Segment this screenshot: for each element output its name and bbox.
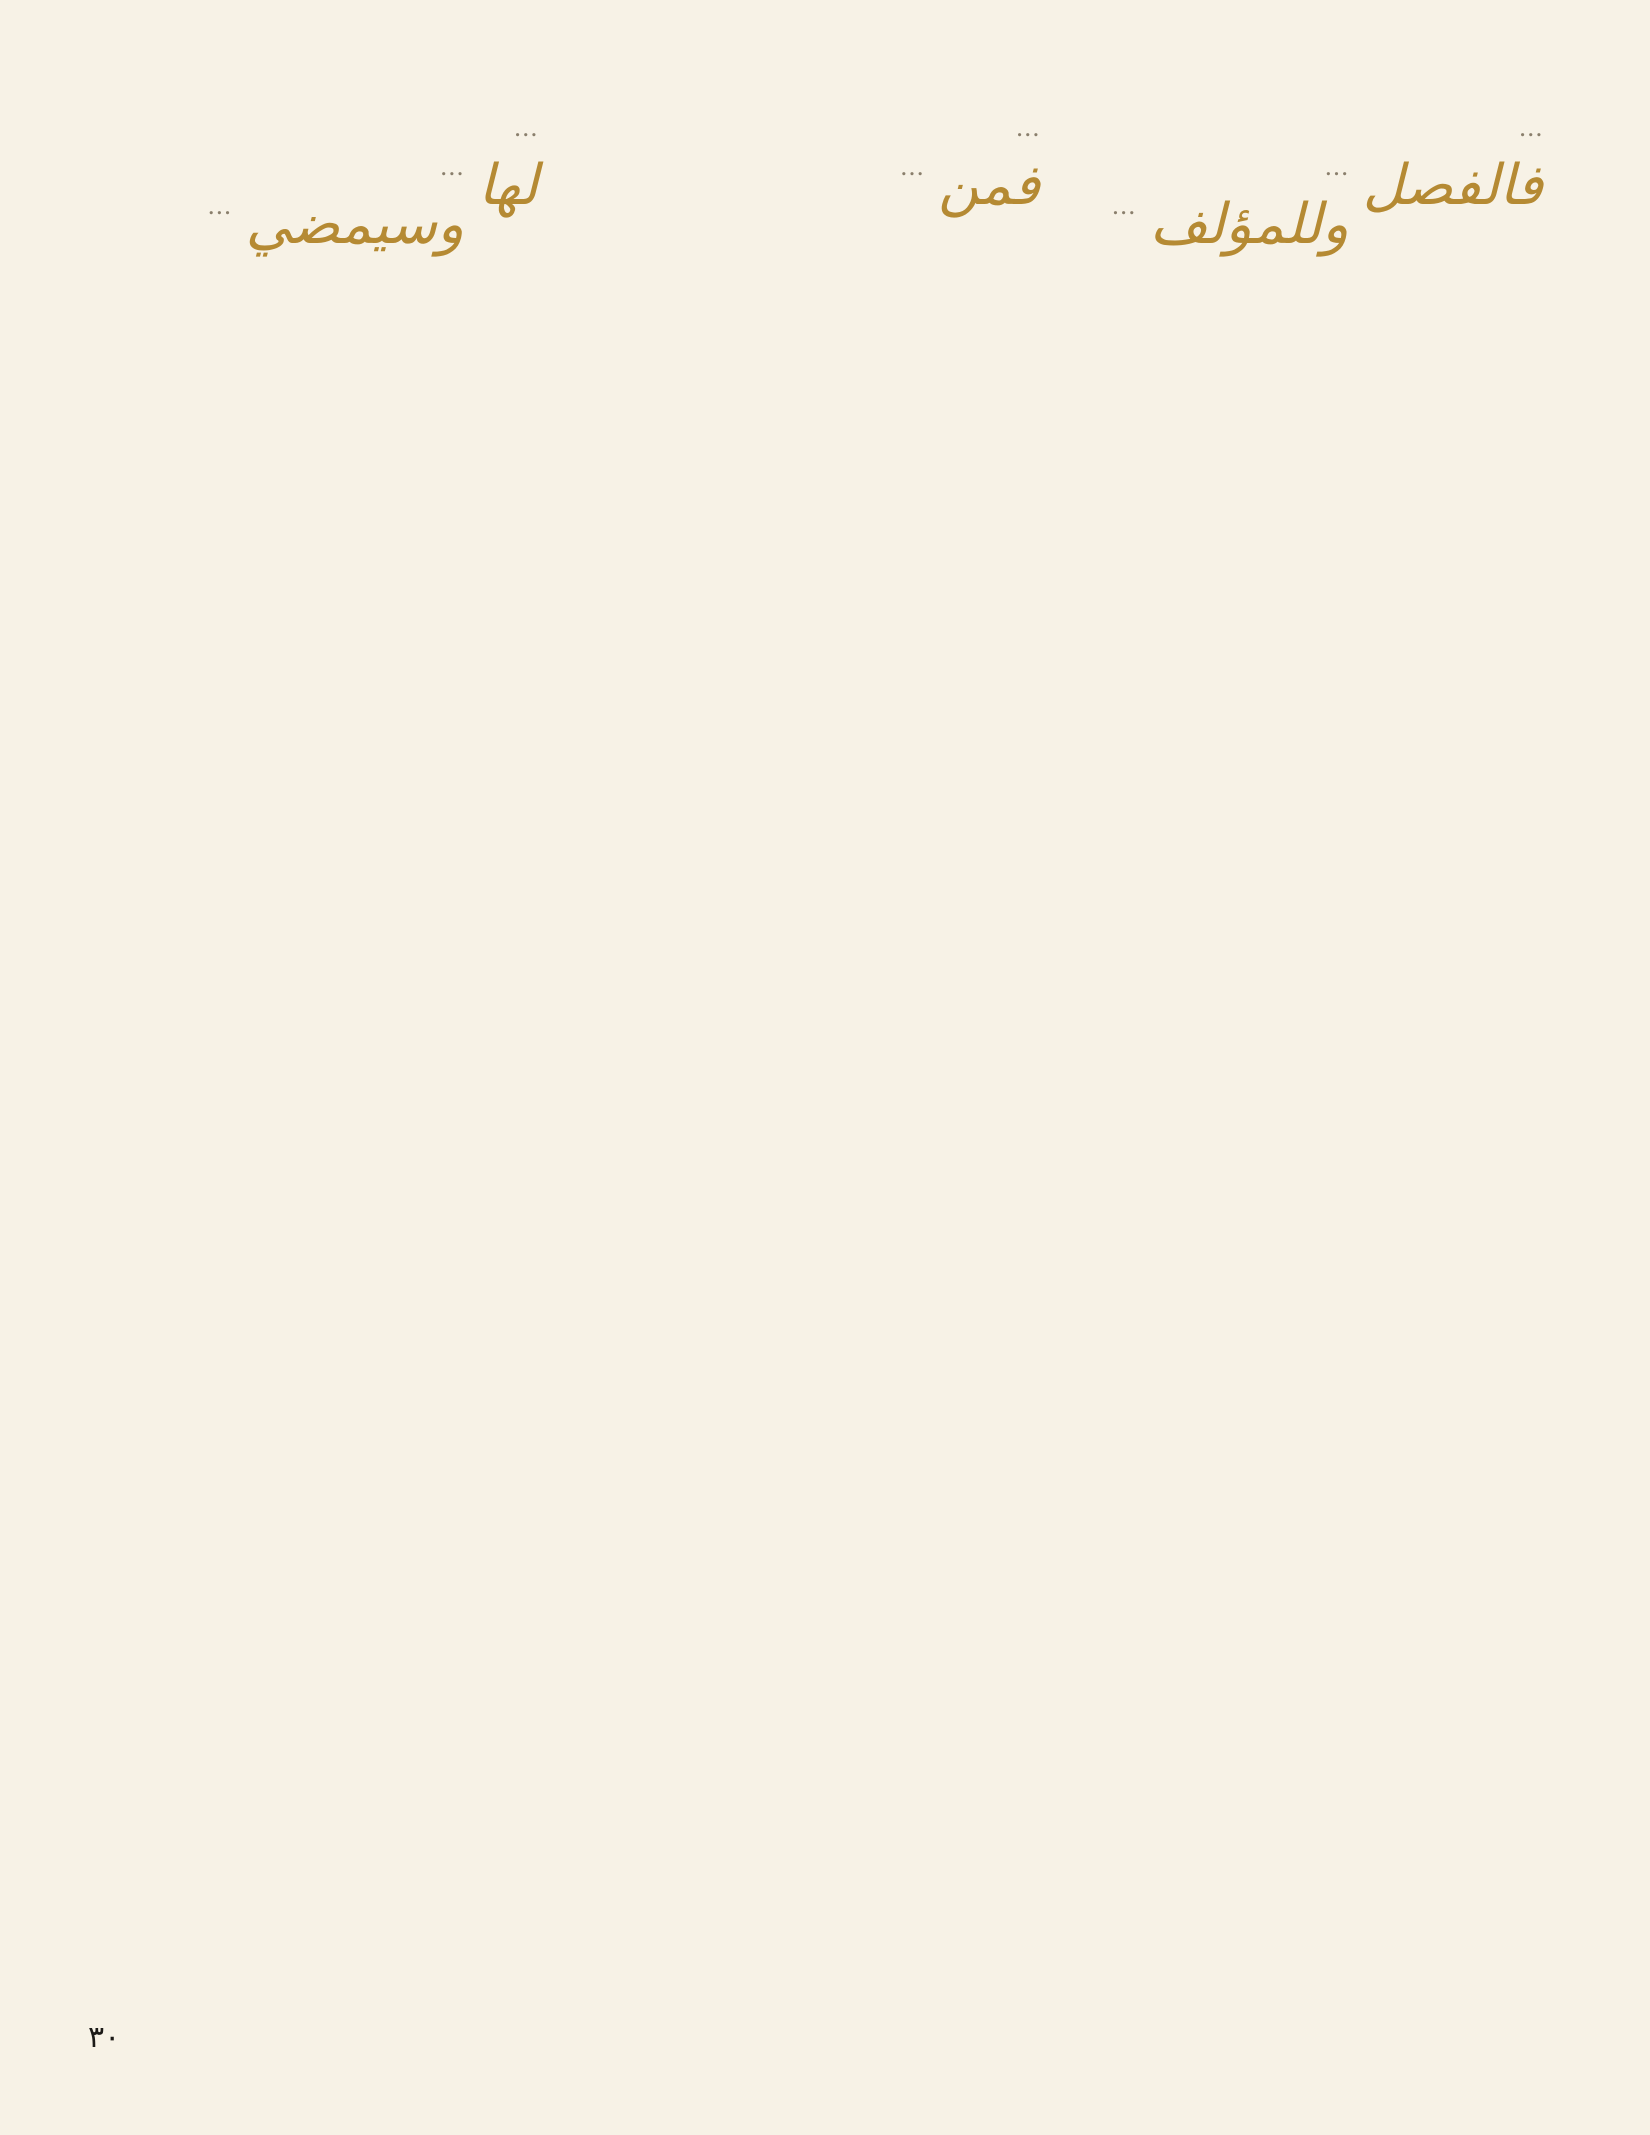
section-heading: وسيمضي [245, 192, 465, 257]
section-heading: وللمؤلف [1149, 192, 1349, 257]
body-placeholder: … [1518, 113, 1543, 142]
body-placeholder: … [1324, 152, 1349, 181]
section-heading: فمن [938, 153, 1040, 218]
section-heading: لها [478, 153, 538, 218]
column-middle [590, 108, 1040, 1988]
body-placeholder: … [207, 191, 232, 220]
column-left [88, 108, 538, 1988]
body-placeholder: … [899, 152, 925, 181]
body-placeholder: … [1111, 191, 1136, 220]
column-right [1093, 108, 1543, 1988]
body-placeholder: … [513, 113, 538, 142]
page-number: ٣٠ [88, 2020, 121, 2055]
body-placeholder: … [1015, 113, 1040, 142]
section-heading: فالفصل [1362, 153, 1543, 218]
body-placeholder: … [439, 152, 465, 181]
